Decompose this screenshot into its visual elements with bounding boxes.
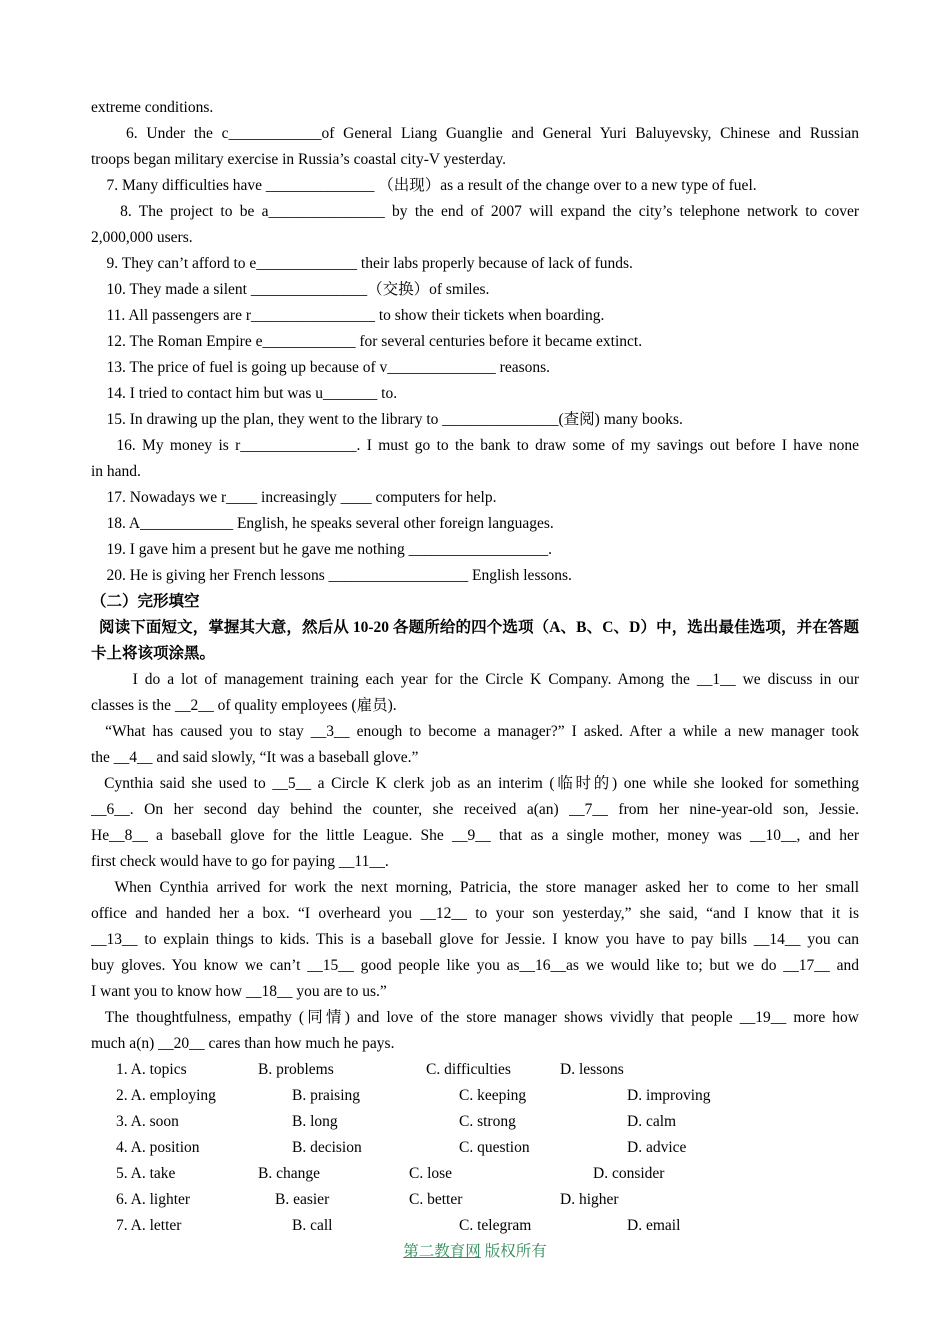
- text-line: 15. In drawing up the plan, they went to the library to _______________(查阅) many books.: [91, 411, 683, 428]
- option-q6-d: D. higher: [560, 1191, 619, 1208]
- section-heading-line: 阅读下面短文，掌握其大意，然后从 10-20 各题所给的四个选项（A、B、C、D）中，选出最佳选项，并在答题: [91, 619, 859, 636]
- option-q2-b: B. praising: [292, 1087, 361, 1104]
- text-line: 11. All passengers are r________________ to show their tickets when boarding.: [91, 307, 605, 324]
- option-q6-c: C. better: [409, 1191, 463, 1208]
- text-line: in hand.: [91, 463, 141, 480]
- text-line: 20. He is giving her French lessons __________________ English lessons.: [91, 567, 572, 584]
- text-line: I want you to know how __18__ you are to us.”: [91, 983, 387, 1000]
- text-line: I do a lot of management training each year for the Circle K Company. Among the __1__ we discuss in our: [91, 671, 859, 688]
- text-line: troops began military exercise in Russia’s coastal city-V yesterday.: [91, 151, 506, 168]
- text-line: 8. The project to be a_______________ by the end of 2007 will expand the city’s telephone network to cover: [91, 203, 859, 220]
- option-q4-d: D. advice: [627, 1139, 687, 1156]
- text-line: buy gloves. You know we can’t __15__ good people like you as__16__as we would like to; but we do __17__ and: [91, 957, 859, 974]
- section-heading-line: 卡上将该项涂黑。: [91, 645, 216, 662]
- text-line: 10. They made a silent _______________（交换）of smiles.: [91, 281, 490, 298]
- option-q1-d: D. lessons: [560, 1061, 624, 1078]
- option-q7-a: 7. A. letter: [116, 1217, 182, 1234]
- text-line: 2,000,000 users.: [91, 229, 193, 246]
- text-line: office and handed her a box. “I overheard you __12__ to your son yesterday,” she said, “and I know that it is: [91, 905, 859, 922]
- option-q4-b: B. decision: [292, 1139, 362, 1156]
- option-q5-d: D. consider: [593, 1165, 665, 1182]
- option-q4-a: 4. A. position: [116, 1139, 200, 1156]
- option-q5-c: C. lose: [409, 1165, 453, 1182]
- text-line: He__8__ a baseball glove for the little League. She __9__ that as a single mother, money was __10__, and her: [91, 827, 859, 844]
- option-q3-b: B. long: [292, 1113, 338, 1130]
- footer-copyright: 版权所有: [480, 1243, 547, 1260]
- option-q7-c: C. telegram: [459, 1217, 532, 1234]
- text-line: 12. The Roman Empire e____________ for several centuries before it became extinct.: [91, 333, 643, 350]
- text-line: 18. A____________ English, he speaks several other foreign languages.: [91, 515, 554, 532]
- option-q6-b: B. easier: [275, 1191, 330, 1208]
- option-q7-b: B. call: [292, 1217, 333, 1234]
- section-heading-line: （二）完形填空: [91, 593, 200, 610]
- text-line: first check would have to go for paying __11__.: [91, 853, 389, 870]
- text-line: 17. Nowadays we r____ increasingly ____ computers for help.: [91, 489, 497, 506]
- text-line: much a(n) __20__ cares than how much he pays.: [91, 1035, 395, 1052]
- option-q1-c: C. difficulties: [426, 1061, 511, 1078]
- option-q5-b: B. change: [258, 1165, 320, 1182]
- page-footer: [0, 1240, 950, 1264]
- option-q2-c: C. keeping: [459, 1087, 527, 1104]
- text-line: extreme conditions.: [91, 99, 214, 116]
- text-line: 19. I gave him a present but he gave me nothing __________________.: [91, 541, 553, 558]
- option-q2-d: D. improving: [627, 1087, 711, 1104]
- text-line: 16. My money is r_______________. I must go to the bank to draw some of my savings out before I have none: [91, 437, 859, 454]
- text-line: 6. Under the c____________of General Liang Guanglie and General Yuri Baluyevsky, Chinese and Russian: [91, 125, 859, 142]
- option-q2-a: 2. A. employing: [116, 1087, 216, 1104]
- text-line: classes is the __2__ of quality employees (雇员).: [91, 697, 397, 714]
- text-line: 13. The price of fuel is going up because of v______________ reasons.: [91, 359, 551, 376]
- option-q5-a: 5. A. take: [116, 1165, 176, 1182]
- footer-link[interactable]: 第二教育网: [403, 1243, 481, 1260]
- option-q3-a: 3. A. soon: [116, 1113, 179, 1130]
- text-line: 9. They can’t afford to e_____________ their labs properly because of lack of funds.: [91, 255, 633, 272]
- text-line: 14. I tried to contact him but was u_______ to.: [91, 385, 398, 402]
- option-q1-b: B. problems: [258, 1061, 334, 1078]
- text-line: When Cynthia arrived for work the next morning, Patricia, the store manager asked her to come to her small: [91, 879, 859, 896]
- option-q3-c: C. strong: [459, 1113, 516, 1130]
- option-q4-c: C. question: [459, 1139, 530, 1156]
- text-line: __13__ to explain things to kids. This is a baseball glove for Jessie. I know you have to pay bills __14__ you can: [91, 931, 859, 948]
- text-line: __6__. On her second day behind the counter, she received a(an) __7__ from her nine-year-old son, Jessie.: [91, 801, 859, 818]
- text-line: Cynthia said she used to __5__ a Circle K clerk job as an interim (临时的) one while she looked for something: [91, 775, 859, 792]
- text-line: The thoughtfulness, empathy (同情) and love of the store manager shows vividly that people __19__ more how: [91, 1009, 859, 1026]
- text-line: the __4__ and said slowly, “It was a baseball glove.”: [91, 749, 419, 766]
- option-q7-d: D. email: [627, 1217, 681, 1234]
- option-q1-a: 1. A. topics: [116, 1061, 187, 1078]
- option-q3-d: D. calm: [627, 1113, 677, 1130]
- text-line: 7. Many difficulties have ______________ （出现）as a result of the change over to a new type of fuel.: [91, 177, 757, 194]
- text-line: “What has caused you to stay __3__ enough to become a manager?” I asked. After a while a new manager took: [91, 723, 859, 740]
- option-q6-a: 6. A. lighter: [116, 1191, 191, 1208]
